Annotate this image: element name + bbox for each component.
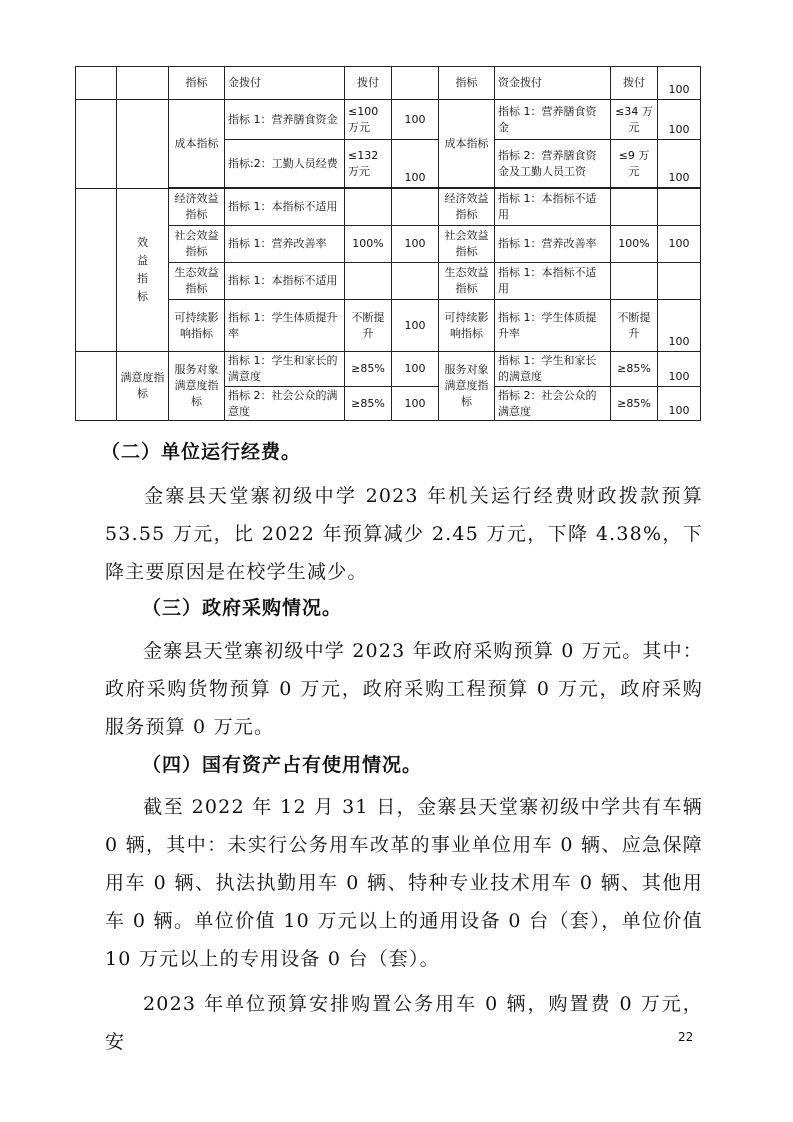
table-cell: 100% xyxy=(611,226,658,263)
table-cell: 100 xyxy=(658,300,701,352)
table-cell: 金拨付 xyxy=(225,67,345,100)
table-cell: 指标 2：社会公众的满意度 xyxy=(225,387,345,421)
section-heading: （四）国有资产占有使用情况。 xyxy=(142,754,423,776)
table-cell: 100 xyxy=(658,352,701,387)
table-cell: 指标 1：学生体质提升率 xyxy=(225,300,345,352)
table-cell: 100 xyxy=(658,140,701,188)
table-cell: 指标 1：营养膳食资金 xyxy=(225,100,345,140)
table-cell: 经济效益指标 xyxy=(169,189,225,226)
table-cell: ≤132万元 xyxy=(345,140,392,188)
benefit-group-label: 效益指标 xyxy=(117,189,169,352)
table-cell: 指标 2：营养膳食资金及工勤人员工资 xyxy=(495,140,611,188)
table-cell xyxy=(76,189,117,352)
table-cell: 指标 1：营养改善率 xyxy=(225,226,345,263)
table-cell: 社会效益指标 xyxy=(439,226,495,263)
table-row xyxy=(76,100,701,140)
table-cell: ≥85% xyxy=(611,387,658,421)
cost-label-right: 成本指标 xyxy=(439,100,495,188)
section-paragraph: 金寨县天堂寨初级中学 2023 年政府采购预算 0 万元。其中：政府采购货物预算 0 万元，政府采购工程预算 0 万元，政府采购服务预算 0 万元。 xyxy=(105,640,704,738)
table-cell: 指标:2：工勤人员经费 xyxy=(225,140,345,188)
table-cell: 生态效益指标 xyxy=(169,263,225,300)
table-cell: 100 xyxy=(392,226,439,263)
table-cell: 指标 1：本指标不适用 xyxy=(495,263,611,300)
table-cell: ≤9 万元 xyxy=(611,140,658,188)
table-cell: 100% xyxy=(345,226,392,263)
table-cell: 指标 1：学生和家长的满意度 xyxy=(225,352,345,387)
table-cell: 指标 1：营养改善率 xyxy=(495,226,611,263)
page-number: 22 xyxy=(678,1030,694,1044)
satisfaction-type-right: 服务对象满意度指标 xyxy=(439,352,495,421)
section-paragraph: 截至 2022 年 12 月 31 日，金寨县天堂寨初级中学共有车辆 0 辆，其中：未实行公务用车改革的事业单位用车 0 辆、应急保障用车 0 辆、执法执勤用车 0 辆、特种专业技术用车 0 辆、其他用车 0 辆。单位价值 10 万元以上的通用设备 0 台（套），单位价值 10 万元以上的专用设备 0 台（套）。 xyxy=(105,796,703,970)
table-cell xyxy=(117,100,169,189)
table-cell xyxy=(76,100,117,189)
table-cell xyxy=(611,189,658,226)
table-cell xyxy=(392,189,439,226)
table-cell: ≥85% xyxy=(345,387,392,421)
table-cell xyxy=(345,189,392,226)
table-cell: 指标 2：社会公众的满意度 xyxy=(495,387,611,421)
table-cell: ≤34 万元 xyxy=(611,100,658,140)
satisfaction-group-label: 满意度指标 xyxy=(117,352,169,421)
table-cell: 拨付 xyxy=(345,67,392,100)
table-cell: 指标 1：营养膳食资金 xyxy=(495,100,611,140)
satisfaction-type: 服务对象满意度指标 xyxy=(169,352,225,421)
table-cell: 不断提升 xyxy=(345,300,392,352)
table-cell: 100 xyxy=(658,100,701,140)
table-cell: 100 xyxy=(392,100,439,140)
table-cell: 拨付 xyxy=(611,67,658,100)
table-cell xyxy=(117,67,169,100)
table-cell xyxy=(658,263,701,300)
table-cell xyxy=(658,189,701,226)
table-cell: ≥85% xyxy=(345,352,392,387)
table-cell: 100 xyxy=(392,387,439,421)
table-cell: 指标 xyxy=(439,67,495,100)
table-cell xyxy=(392,263,439,300)
performance-indicator-table xyxy=(75,66,701,421)
table-cell: 100 xyxy=(392,300,439,352)
table-cell: 生态效益指标 xyxy=(439,263,495,300)
table-cell: ≤100万元 xyxy=(345,100,392,140)
table-row xyxy=(76,67,701,100)
table-cell: 指标 1：学生体质提升率 xyxy=(495,300,611,352)
section-paragraph: 金寨县天堂寨初级中学 2023 年机关运行经费财政拨款预算 53.55 万元，比 2022 年预算减少 2.45 万元，下降 4.38%，下降主要原因是在校学生减少。 xyxy=(105,485,703,583)
table-row xyxy=(76,300,701,352)
table-cell: 指标 1：本指标不适用 xyxy=(225,189,345,226)
table-cell: ≥85% xyxy=(611,352,658,387)
table-cell xyxy=(392,67,439,100)
table-cell: 可持续影响指标 xyxy=(439,300,495,352)
table-cell: 可持续影响指标 xyxy=(169,300,225,352)
table-cell: 100 xyxy=(392,140,439,188)
table-cell: 指标 xyxy=(169,67,225,100)
table-cell xyxy=(76,67,117,100)
section-heading: （三）政府采购情况。 xyxy=(142,597,343,619)
table-cell: 100 xyxy=(658,67,701,100)
table-cell: 社会效益指标 xyxy=(169,226,225,263)
table-cell: 不断提升 xyxy=(611,300,658,352)
table-cell: 指标 1：学生和家长的满意度 xyxy=(495,352,611,387)
table-cell: 指标 1：本指标不适用 xyxy=(225,263,345,300)
table-row xyxy=(76,263,701,300)
section-paragraph: 2023 年单位预算安排购置公务用车 0 辆，购置费 0 万元，安 xyxy=(105,993,703,1053)
table-cell: 100 xyxy=(658,226,701,263)
table-row xyxy=(76,226,701,263)
table-cell xyxy=(76,352,117,421)
table-cell: 经济效益指标 xyxy=(439,189,495,226)
table-row xyxy=(76,352,701,387)
table-cell: 100 xyxy=(658,387,701,421)
table-row xyxy=(76,189,701,226)
table-cell: 100 xyxy=(392,352,439,387)
table-cell xyxy=(345,263,392,300)
table-cell xyxy=(611,263,658,300)
cost-label: 成本指标 xyxy=(169,100,225,188)
table-cell: 指标 1：本指标不适用 xyxy=(495,189,611,226)
section-heading: （二）单位运行经费。 xyxy=(101,441,302,463)
table-cell: 资金拨付 xyxy=(495,67,611,100)
